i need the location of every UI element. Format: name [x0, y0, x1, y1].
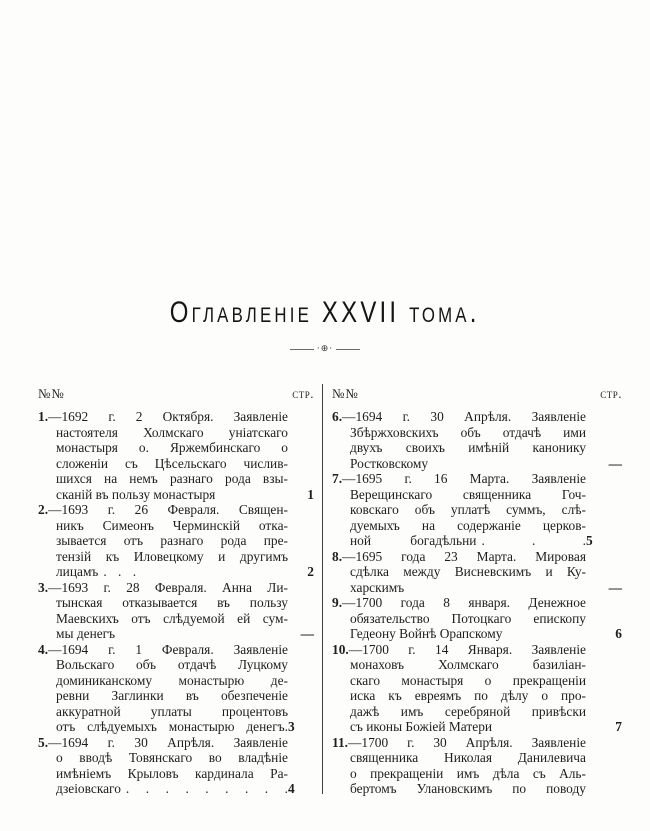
- entry-text: —1694 г. 30 Апрѣля. Заявленіе: [48, 734, 288, 750]
- toc-entry-line: доминиканскому монастырю де-: [56, 672, 288, 688]
- toc-entry-line: Маевскихъ отъ слѣдуемой ей сум-: [56, 610, 288, 626]
- title-divider-ornament: [0, 345, 650, 354]
- toc-entry-line: [38, 626, 314, 642]
- toc-entry: [332, 409, 622, 471]
- entry-text: —1700 г. 14 Января. Заявленіе: [348, 641, 586, 657]
- entry-number: 4.: [38, 641, 49, 657]
- entry-page-number: 7: [615, 719, 622, 734]
- entry-text: —1700 года 8 января. Денежное: [342, 595, 586, 610]
- toc-entry-line: [38, 642, 288, 658]
- entry-text: —1695 года 23 Марта. Мировая: [342, 548, 586, 564]
- entry-text: Ростковскому: [350, 455, 429, 471]
- ornament-knot: ·⊕·: [316, 344, 334, 354]
- entry-number: 5.: [38, 734, 49, 750]
- entry-number: 1.: [38, 409, 49, 424]
- toc-entry-line: [38, 502, 288, 518]
- entry-page-number: 1: [307, 486, 314, 502]
- entry-page-number: —: [608, 579, 622, 595]
- entry-number: 10.: [332, 641, 349, 657]
- entry-page-number: 4: [288, 781, 295, 796]
- toc-entry: [332, 735, 586, 797]
- toc-entry-line: Збѣржховскихъ объ отдачѣ ими: [350, 424, 586, 440]
- entry-number: 6.: [332, 409, 343, 424]
- toc-entry: [332, 471, 593, 549]
- toc-entries: [38, 409, 314, 797]
- column-header: [38, 384, 314, 400]
- toc-entry-line: [332, 533, 593, 549]
- toc-entry-line: [38, 735, 288, 751]
- entry-page-number: 6: [615, 626, 622, 641]
- entry-text: сканій въ пользу монастыря: [56, 486, 216, 502]
- toc-entry-line: о прекращеніи имъ дѣла съ Аль-: [350, 765, 586, 781]
- entry-page-number: —: [300, 626, 314, 641]
- column-number-header: №№: [38, 386, 65, 401]
- column-number-header: №№: [332, 386, 359, 401]
- dot-leaders: . . .: [103, 564, 137, 579]
- toc-entry-line: [332, 719, 622, 735]
- toc-entry-line: [332, 595, 586, 611]
- entry-number: 9.: [332, 595, 343, 610]
- toc-entry-line: имѣніемъ Крыловъ кардинала Ра-: [56, 765, 288, 781]
- toc-entry-line: аккуратной уплаты процентовъ: [56, 703, 288, 719]
- toc-entry-line: священника Николая Данилевича: [350, 750, 586, 765]
- page-title-row: [0, 297, 650, 329]
- toc-entry: [332, 595, 622, 642]
- toc-entry-line: тензій къ Иловецкому и другимъ: [56, 548, 288, 564]
- toc-entry-line: сдѣлка между Висневскимъ и Ку-: [350, 564, 586, 579]
- toc-entry-line: дуемыхъ на содержаніе церков-: [350, 517, 586, 533]
- toc-entry-line: [332, 455, 622, 472]
- ornament-line-left: [290, 349, 314, 350]
- toc-entry: [332, 548, 622, 596]
- toc-entry: [38, 502, 314, 580]
- entry-page-number: 3: [288, 719, 295, 734]
- toc-entry: [332, 641, 622, 735]
- table-of-contents: [38, 384, 622, 797]
- toc-entry-line: Вольскаго объ отдачѣ Луцкому: [56, 657, 288, 672]
- toc-entry-line: иска къ евреямъ по дѣлу о про-: [350, 688, 586, 703]
- toc-entry: [38, 641, 295, 735]
- entry-text: —1692 г. 2 Октября. Заявленіе: [48, 409, 288, 424]
- toc-entry-line: [38, 486, 314, 503]
- toc-entry-line: [332, 409, 586, 425]
- entry-text: —1693 г. 26 Февраля. Священ-: [48, 502, 288, 517]
- toc-entry-line: [38, 719, 295, 735]
- dot-leaders: . . . . . . . . .: [125, 781, 288, 796]
- entry-text: —1693 г. 28 Февраля. Анна Ли-: [48, 579, 288, 595]
- column-page-header: стр.: [600, 386, 622, 401]
- entry-number: 3.: [38, 579, 49, 595]
- toc-entry-line: [38, 409, 288, 425]
- toc-entry-line: тынская отказывается въ пользу: [56, 595, 288, 610]
- toc-entry-line: монастыря о. Яржембинскаго о: [56, 440, 288, 455]
- toc-entry-line: зывается отъ разнаго рода пре-: [56, 533, 288, 548]
- entry-text: лицамъ: [56, 564, 99, 579]
- toc-entry-line: Верещинскаго священника Гоч-: [350, 486, 586, 502]
- page-title: Оглавленіе XXVII тома.: [170, 296, 480, 329]
- entry-number: 11.: [332, 734, 348, 750]
- toc-entry-line: обязательство Потоцкаго епископу: [350, 610, 586, 626]
- toc-entry-line: [332, 471, 586, 487]
- entry-text: ной богадѣльни: [350, 533, 477, 548]
- entry-number: 7.: [332, 471, 343, 486]
- toc-entry: [38, 409, 314, 502]
- toc-column-right: [332, 384, 622, 797]
- toc-entry-line: [332, 642, 586, 658]
- entry-text: харскимъ: [350, 579, 405, 595]
- toc-entry-line: двухъ своихъ имѣній канонику: [350, 440, 586, 455]
- toc-entry-line: [38, 580, 288, 596]
- toc-entry-line: дажѣ имъ серебряной привѣски: [350, 703, 586, 719]
- entry-text: —1695 г. 16 Марта. Заявленіе: [342, 471, 586, 486]
- toc-entry-line: ревни Заглинки въ обезпеченіе: [56, 688, 288, 703]
- entry-text: мы денегъ: [56, 626, 116, 641]
- toc-entry-line: [332, 549, 586, 565]
- column-page-header: стр.: [292, 386, 314, 401]
- entry-text: дзеіовскаго: [56, 781, 121, 796]
- toc-entry-line: [38, 564, 314, 580]
- entry-page-number: —: [608, 455, 622, 471]
- column-divider: [322, 384, 323, 794]
- toc-entries: [332, 409, 622, 797]
- toc-entry-line: ковскаго объ уплатѣ суммъ, слѣ-: [350, 502, 586, 517]
- toc-entry-line: скаго монастыря о прекращеніи: [350, 672, 586, 688]
- entry-text: —1700 г. 30 Апрѣля. Заявленіе: [348, 734, 586, 750]
- entry-number: 8.: [332, 548, 343, 564]
- dot-leaders: . . .: [481, 533, 586, 548]
- toc-entry-line: монаховъ Холмскаго базиліан-: [350, 657, 586, 672]
- toc-entry-line: шихся на немъ разнаго рода взы-: [56, 471, 288, 486]
- entry-text: съ иконы Божіей Матери: [350, 719, 493, 734]
- column-header: [332, 384, 622, 400]
- ornament-line-right: [336, 349, 360, 350]
- entry-number: 2.: [38, 502, 49, 517]
- toc-entry: [38, 579, 314, 642]
- toc-entry: [38, 734, 295, 797]
- entry-text: отъ слѣдуемыхъ монастырю денегъ.: [56, 719, 288, 734]
- toc-entry-line: [38, 781, 295, 797]
- entry-page-number: 2: [307, 564, 314, 579]
- entry-page-number: 5: [586, 533, 593, 548]
- entry-text: —1694 г. 30 Апрѣля. Заявленіе: [342, 409, 586, 424]
- toc-entry-line: [332, 735, 586, 751]
- toc-entry-line: [332, 579, 622, 596]
- entry-text: Гедеону Войнѣ Орапскому: [350, 626, 503, 641]
- toc-entry-line: бертомъ Улановскимъ по поводу: [350, 781, 586, 796]
- toc-entry-line: настоятеля Холмскаго уніатскаго: [56, 424, 288, 440]
- entry-text: —1694 г. 1 Февраля. Заявленіе: [48, 641, 288, 657]
- toc-entry-line: сложеніи съ Цѣсельскаго числив-: [56, 455, 288, 471]
- toc-entry-line: о вводѣ Товянскаго во владѣніе: [56, 750, 288, 765]
- toc-entry-line: [332, 626, 622, 642]
- toc-column-left: [38, 384, 314, 797]
- toc-entry-line: никъ Симеонъ Черминскій отка-: [56, 517, 288, 533]
